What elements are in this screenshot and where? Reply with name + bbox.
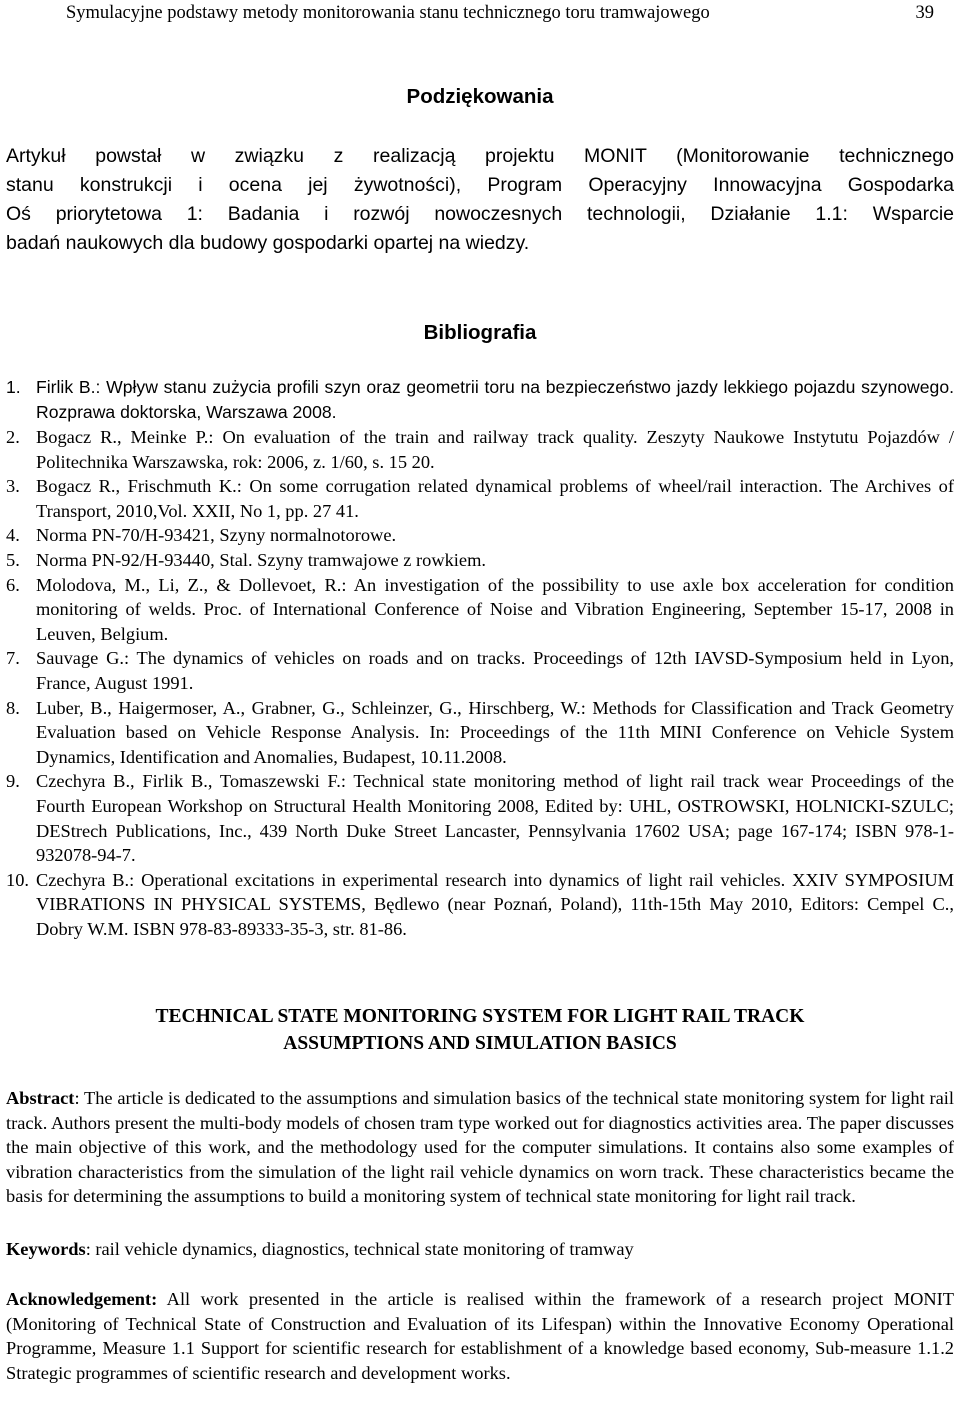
bibliography-item <box>6 573 954 647</box>
bibliography-item-authors: Bogacz R., Meinke P. <box>36 427 209 447</box>
bibliography-item <box>6 696 954 770</box>
bibliography-item-number: 4. <box>6 525 20 546</box>
acknowledgements-line: Oś priorytetowa 1: Badania i rozwój nowoczesnych technologii, Działanie 1.1: Wsparcie <box>6 203 954 225</box>
english-title-line-1: TECHNICAL STATE MONITORING SYSTEM FOR LIGHT RAIL TRACK <box>155 1006 805 1027</box>
bibliography-item-number: 7. <box>6 648 20 669</box>
bibliography-item <box>6 548 954 573</box>
bibliography-item-number: 5. <box>6 549 20 570</box>
acknowledgements-line: Artykuł powstał w związku z realizacją projektu MONIT (Monitorowanie technicznego <box>6 145 954 167</box>
bibliography-item <box>6 868 954 942</box>
bibliography-item <box>6 474 954 523</box>
bibliography-item-number: 2. <box>6 427 20 447</box>
bibliography-item-text: : Operational excitations in experimental research into dynamics of light rail vehicles. XXIV SYMPOSIUM VIBRATIONS IN PHYSICAL SYSTEMS, Będlewo (near Poznań, Poland), 11th-15th May 2010, Editors: Cempel C., Dobry W.M. ISBN 978-83-89333-35-3, str. 81-86. <box>36 869 954 939</box>
bibliography-item <box>6 425 954 474</box>
abstract-label: Abstract <box>6 1088 75 1108</box>
bibliography-item-number: 1. <box>6 377 21 397</box>
bibliography-item-text: : On some corrugation related dynamical problems of wheel/rail interaction. The Archives of Transport, 2010,Vol. XXII, No 1, pp. 27 41. <box>36 476 954 521</box>
english-title <box>0 1003 960 1057</box>
bibliography-item-text: : Technical state monitoring method of light rail track wear Proceedings of the Fourth European Workshop on Structural Health Monitoring 2008, Edited by: UHL, OSTROWSKI, HOLNICKI-SZULC; DEStrech Publications, Inc., 439 North Duke Street Lancaster, Pennsylvania 17602 USA; page 167-174; ISBN 978-1-932078-94-7. <box>36 771 955 866</box>
bibliography-item-number: 9. <box>6 771 20 792</box>
bibliography-item <box>6 375 954 425</box>
running-header <box>66 1 934 25</box>
bibliography-item-authors: Firlik B. <box>36 377 96 397</box>
bibliography-item <box>6 646 954 695</box>
bibliography-heading: Bibliografia <box>423 321 537 344</box>
bibliography-item-authors: Czechyra B., Firlik B., Tomaszewski F. <box>36 771 341 792</box>
bibliography-item-authors: Molodova, M., Li, Z., & Dollevoet, R. <box>36 574 342 595</box>
bibliography-item-text: : The dynamics of vehicles on roads and on tracks. Proceedings of 12th IAVSD-Symposium held in Lyon, France, August 1991. <box>36 648 954 693</box>
acknowledgement-en-paragraph <box>6 1287 954 1385</box>
bibliography-item <box>6 523 954 548</box>
bibliography-item-authors: Bogacz R., Frischmuth K. <box>36 476 237 497</box>
bibliography-item-authors: Luber, B., Haigermoser, A., Grabner, G., Schleinzer, G., Hirschberg, W. <box>36 697 581 718</box>
bibliography-item-authors: Czechyra B. <box>36 869 130 890</box>
bibliography-item-number: 8. <box>6 697 20 718</box>
acknowledgements-paragraph <box>6 142 954 258</box>
acknowledgement-en-label: Acknowledgement: <box>6 1289 158 1309</box>
bibliography-item-number: 6. <box>6 574 20 595</box>
english-title-line-2: ASSUMPTIONS AND SIMULATION BASICS <box>283 1033 677 1054</box>
bibliography-item-authors: Norma PN-92/H-93440, Stal. Szyny tramwajowe z rowkiem. <box>36 549 486 570</box>
keywords-label: Keywords <box>6 1239 86 1259</box>
bibliography-item-text: : On evaluation of the train and railway track quality. Zeszyty Naukowe Instytutu Pojazdów / Politechnika Warszawska, rok: 2006, z. 1/60, s. 15 20. <box>36 427 954 472</box>
page-number: 39 <box>915 3 934 23</box>
keywords-text: : rail vehicle dynamics, diagnostics, technical state monitoring of tramway <box>85 1239 634 1259</box>
bibliography-item-number: 10. <box>6 869 29 890</box>
keywords-paragraph <box>6 1237 954 1262</box>
abstract-paragraph <box>6 1086 954 1209</box>
bibliography-item-authors: Sauvage G. <box>36 648 124 669</box>
bibliography-item-text: : Methods for Classification and Track Geometry Evaluation based on Vehicle Response Analysis. In: Proceedings of the 11th MINI Conference on Vehicle System Dynamics, Identification and Anomalies, Budapest, 10.11.2008. <box>36 697 954 767</box>
acknowledgements-line: stanu konstrukcji i ocena jej żywotności), Program Operacyjny Innowacyjna Gospodarka <box>6 174 954 196</box>
acknowledgements-line: badań naukowych dla budowy gospodarki opartej na wiedzy. <box>6 232 530 254</box>
bibliography-item-authors: Norma PN-70/H-93421, Szyny normalnotorowe. <box>36 525 397 546</box>
acknowledgements-heading: Podziękowania <box>406 85 554 108</box>
bibliography-list <box>6 375 954 941</box>
bibliography-item-number: 3. <box>6 476 20 497</box>
bibliography-item-text: : Wpływ stanu zużycia profili szyn oraz geometrii toru na bezpieczeństwo jazdy lekkiego pojazdu szynowego. Rozprawa doktorska, Warszawa 2008. <box>36 377 954 422</box>
bibliography-item-text: : An investigation of the possibility to use axle box acceleration for condition monitoring of welds. Proc. of International Conference of Noise and Vibration Engineering, September 15-17, 2008 in Leuven, Belgium. <box>36 574 954 644</box>
acknowledgement-en-text: All work presented in the article is realised within the framework of a research project MONIT (Monitoring of Technical State of Construction and Evaluation of its Lifespan) within the Innovative Economy Operational Programme, Measure 1.1 Support for scientific research for establishment of a knowledge based economy, Sub-measure 1.1.2 Strategic programmes of scientific research and development works. <box>6 1289 954 1383</box>
bibliography-item <box>6 769 954 867</box>
running-title: Symulacyjne podstawy metody monitorowania stanu technicznego toru tramwajowego <box>66 3 710 23</box>
abstract-text: : The article is dedicated to the assumptions and simulation basics of the technical state monitoring system for light rail track. Authors present the multi-body models of chosen tram type worked out for diagnostics activities area. The paper discusses the main objective of this work, and the methodology used for the computer simulations. It contains also some examples of vibration characteristics from the simulation of the light rail vehicle dynamics on worn track. These characteristics became the basis for determining the assumptions to build a monitoring system of technical state monitoring for light rail track. <box>6 1088 954 1207</box>
